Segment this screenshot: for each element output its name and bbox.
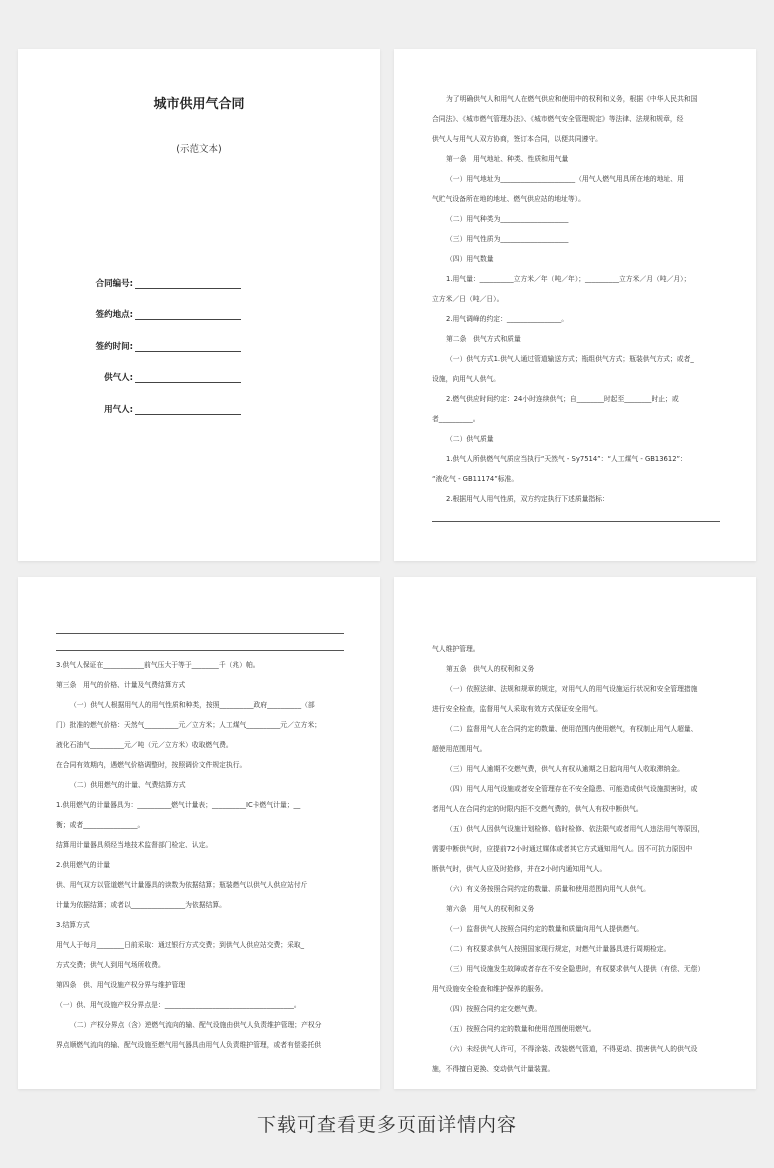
paragraph-line: （二）供用燃气的计量、气费结算方式	[70, 781, 186, 789]
cover-field-label: 签约地点:	[95, 310, 133, 320]
paragraph-line: 合同法》、《城市燃气管理办法》、《城市燃气安全管理规定》等法律、法规和规章，经	[432, 115, 684, 123]
paragraph-line: 者__________。	[432, 415, 480, 423]
paragraph-line: （四）按照合同约定交燃气费。	[446, 1005, 542, 1013]
paragraph-line: 第五条 供气人的权利和义务	[446, 665, 535, 673]
paragraph-line: 为了明确供气人和用气人在燃气供应和使用中的权利和义务，根据《中华人民共和国	[446, 95, 698, 103]
paragraph-line: 断供气时，供气人应及时抢修，并在2小时内通知用气人。	[432, 865, 607, 873]
paragraph-line: 第三条 用气的价格、计量及气费结算方式	[56, 681, 186, 689]
cover-field-contract-no	[86, 257, 241, 289]
paragraph-line: 结算用计量器具须经当地技术监督部门检定、认定。	[56, 841, 213, 849]
paragraph-line: 者用气人在合同约定的时限内拒不交燃气费的，供气人有权中断供气。	[432, 805, 643, 813]
paragraph-line: 用气人于每月________日前采取：通过银行方式交费；到供气人供应站交费；采取_	[56, 941, 305, 949]
paragraph-line: 第四条 供、用气设施产权分界与维护管理	[56, 981, 186, 989]
paragraph-line: （五）供气人因供气设施计划检修、临时检修、依法限气或者用气人违法用气等原因，	[446, 825, 705, 833]
paragraph-line: 超使用范围用气。	[432, 745, 487, 753]
paragraph-line: （二）有权要求供气人按照国家现行规定，对燃气计量器具进行周期检定。	[446, 945, 671, 953]
cover-field-supplier	[86, 352, 241, 384]
document-page-2	[394, 49, 756, 561]
paragraph-line: （五）按照合同约定的数量和使用范围使用燃气。	[446, 1025, 596, 1033]
paragraph-line: 气贮气设备所在地的地址、燃气供应站的地址等）。	[432, 195, 585, 203]
paragraph-line: （二）产权分界点（含）逆燃气流向的输、配气设施由供气人负责维护管理；产权分	[70, 1021, 322, 1029]
blank-rule-line	[432, 509, 720, 522]
paragraph-line: （一）供、用气设施产权分界点是：______________________________________。	[56, 1001, 301, 1009]
paragraph-line: （三）用气性质为____________________	[446, 235, 569, 243]
cover-field-user	[86, 383, 241, 415]
paragraph-line: 1.供用燃气的计量器具为：__________燃气计量表；__________IC卡燃气计量；__	[56, 801, 301, 809]
blank-rule-line	[56, 638, 344, 651]
paragraph-line: （一）用气地址为______________________（用气人燃气用具所在地的地址、用	[446, 175, 684, 183]
page-body	[432, 639, 720, 1079]
paragraph-line: 气人维护管理。	[432, 645, 480, 653]
paragraph-line: （六）有义务按照合同约定的数量、质量和使用范围向用气人供气。	[446, 885, 650, 893]
cover-field-label: 用气人:	[104, 404, 133, 415]
paragraph-line: 衡；或者________________。	[56, 821, 145, 829]
paragraph-line: 液化石油气__________元／吨（元／立方米）收取燃气费。	[56, 741, 233, 749]
cover-field-label: 合同编号:	[95, 278, 133, 289]
page-body	[432, 89, 720, 526]
cover-fields	[86, 257, 241, 415]
download-more-hint[interactable]: 下载可查看更多页面详情内容	[256, 1114, 517, 1136]
paragraph-line: 用气设施安全检查和维护保养的服务。	[432, 985, 548, 993]
blank-line	[135, 278, 241, 289]
blank-line	[135, 309, 241, 320]
paragraph-line: “液化气 - GB11174”标准。	[432, 475, 519, 483]
paragraph-line: 进行安全检查，监督用气人采取有效方式保证安全用气。	[432, 705, 602, 713]
paragraph-line: （一）供气方式1.供气人通过管道输送方式；瓶组供气方式；瓶装供气方式；或者_	[446, 355, 694, 363]
paragraph-line: 第六条 用气人的权利和义务	[446, 905, 535, 913]
document-page-3	[18, 577, 380, 1089]
paragraph-line: （一）供气人根据用气人的用气性质和种类，按照__________政府__________（部	[70, 701, 315, 709]
cover-field-time	[86, 320, 241, 352]
cover-field-label: 供气人:	[104, 373, 133, 383]
paragraph-line: 第二条 供气方式和质量	[446, 335, 521, 343]
paragraph-line: 界点顺燃气流向的输、配气设施至燃气用气器具由用气人负责维护管理，或者有偿委托供	[56, 1041, 322, 1049]
paragraph-line: 方式交费；供气人到用气场所收费。	[56, 961, 165, 969]
paragraph-line: 设施，向用气人供气。	[432, 375, 500, 383]
blank-rule-line	[56, 621, 344, 634]
paragraph-line: 计量为依据结算；或者以________________为依据结算。	[56, 901, 226, 909]
paragraph-line: 在合同有效期内，遇燃气价格调整时，按照调价文件规定执行。	[56, 761, 247, 769]
paragraph-line: 2.供用燃气的计量	[56, 861, 111, 869]
paragraph-line: 3.结算方式	[56, 921, 90, 929]
blank-line	[135, 341, 241, 352]
contract-subtitle: (示范文本)	[176, 144, 222, 155]
paragraph-line: （三）用气人逾期不交燃气费，供气人有权从逾期之日起向用气人收取滞纳金。	[446, 765, 684, 773]
paragraph-line: 第一条 用气地址、种类、性质和用气量	[446, 155, 569, 163]
paragraph-line: 需要中断供气时，应提前72小时通过媒体或者其它方式通知用气人。因不可抗力原因中	[432, 845, 693, 853]
paragraph-line: 2.用气调峰的约定：________________。	[446, 315, 569, 323]
cover-field-location	[86, 289, 241, 321]
paragraph-line: （四）用气数量	[446, 255, 494, 263]
paragraph-line: 1.用气量：__________立方米／年（吨／年）；__________立方米／月（吨／月）；	[446, 275, 691, 283]
paragraph-line: （二）监督用气人在合同约定的数量、使用范围内使用燃气，有权制止用气人超量、	[446, 725, 698, 733]
paragraph-line: 立方米／日（吨／日）。	[432, 295, 504, 303]
page-body	[56, 621, 344, 1055]
blank-line	[135, 404, 241, 415]
blank-line	[135, 372, 241, 383]
document-page-cover	[18, 49, 380, 561]
paragraph-line: （二）用气种类为____________________	[446, 215, 569, 223]
paragraph-line: （六）未经供气人许可，不得涂装、改装燃气管道，不得更动、损害供气人的供气设	[446, 1045, 698, 1053]
paragraph-line: （三）用气设施发生故障或者存在不安全隐患时，有权要求供气人提供（有偿、无偿）	[446, 965, 705, 973]
paragraph-line: 施，不得擅自更换、变动供气计量装置。	[432, 1065, 555, 1073]
paragraph-line: 3.供气人保证在____________前气压大于等于________千（兆）帕。	[56, 661, 260, 669]
paragraph-line: 1.供气人所供燃气气质应当执行“天然气 - Sy7514”：“人工煤气 - GB13612”：	[446, 455, 687, 463]
document-page-4	[394, 577, 756, 1089]
paragraph-line: （一）监督供气人按照合同约定的数量和质量向用气人提供燃气。	[446, 925, 644, 933]
paragraph-line: 供气人与用气人双方协商，签订本合同，以便共同遵守。	[432, 135, 602, 143]
paragraph-line: （四）用气人用气设施或者安全管理存在不安全隐患、可能造成供气设施损害时，或	[446, 785, 698, 793]
contract-title: 城市供用气合同	[153, 97, 245, 112]
paragraph-line: 2.根据用气人用气性质，双方约定执行下述质量指标：	[446, 495, 609, 503]
paragraph-line: 供、用气双方以管道燃气计量器具的读数为依据结算；瓶装燃气以供气人供应站付斤	[56, 881, 308, 889]
paragraph-line: 门）批准的燃气价格：天然气__________元／立方米；人工煤气__________元／立方米；	[56, 721, 322, 729]
paragraph-line: （一）依照法律、法规和规章的规定，对用气人的用气设施运行状况和安全管理措施	[446, 685, 698, 693]
paragraph-line: 2.燃气供应时间约定：24小时连续供气；自________时起至________时止；或	[446, 395, 679, 403]
cover-field-label: 签约时间:	[95, 341, 133, 352]
paragraph-line: （二）供气质量	[446, 435, 494, 443]
